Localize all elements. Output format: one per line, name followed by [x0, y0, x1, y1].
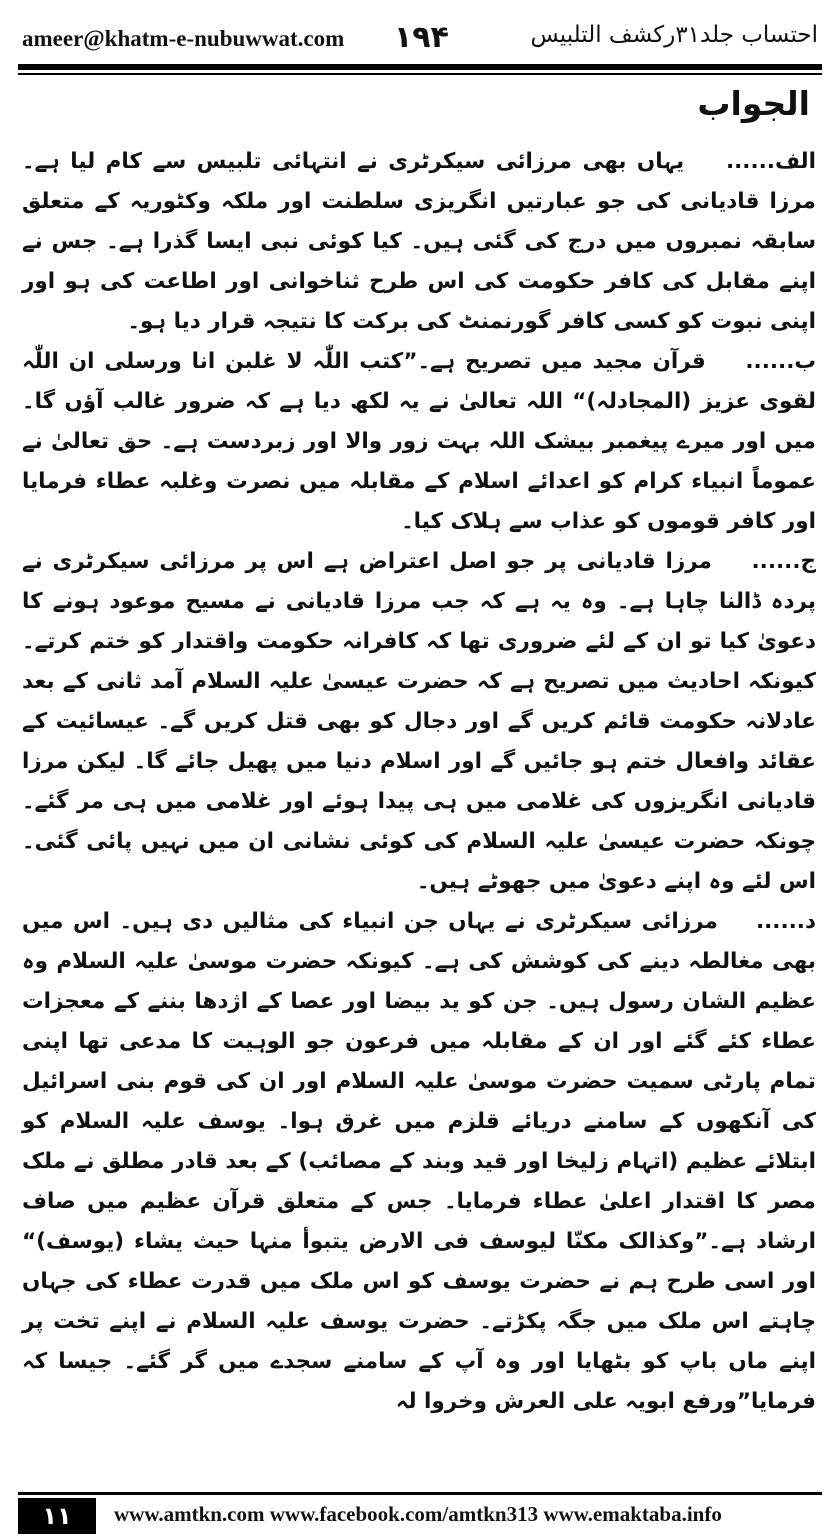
paragraph-text: “ اللہ تعالیٰ نے یہ لکھ دیا ہے کہ ضرور غالب آؤں گا۔ میں اور میرے پیغمبر بیشک اللہ بہت زور والا اور زبردست ہے۔ حق تعالیٰ نے عموماً انبیاء کرام کو اعدائے اسلام کے مقابلہ میں نصرت وغلبہ عطاء فرمایا اور کافر قوموں کو عذاب سے ہلاک کیا۔: [22, 389, 816, 534]
paragraph-text: یہاں بھی مرزائی سیکرٹری نے انتہائی تلبیس سے کام لیا ہے۔ مرزا قادیانی کی جو عبارتیں انگریزی سلطنت اور ملکہ وکٹوریہ کے متعلق سابقہ نمبروں میں درج کی گئی ہیں۔ کیا کوئی نبی ایسا گذرا ہے۔ جس نے اپنے مقابل کی کافر حکومت کی اس طرح ثناخوانی اور اطاعت کی ہو اور اپنی نبوت کو کسی کافر گورنمنٹ کی برکت کا نتیجہ قرار دیا ہو۔: [22, 149, 816, 334]
paragraph-alif: [22, 142, 816, 342]
footer-rule: [18, 1492, 822, 1495]
header-rule-thick: [18, 64, 822, 70]
paragraph-bay: [22, 342, 816, 542]
paragraph-text: مرزا قادیانی پر جو اصل اعتراض ہے اس پر مرزائی سیکرٹری نے پردہ ڈالنا چاہا ہے۔ وہ یہ ہے کہ جب مرزا قادیانی نے مسیح موعود ہونے کا دعویٰ کیا تو ان کے لئے ضروری تھا کہ کافرانہ حکومت واقتدار کو ختم کرتے۔ کیونکہ احادیث میں تصریح ہے کہ حضرت عیسیٰ علیہ السلام آمد ثانی کے بعد عادلانہ حکومت قائم کریں گے اور دجال کو بھی قتل کریں گے۔ عیسائیت کے عقائد وافعال ختم ہو جائیں گے اور اسلام دنیا میں پھیل جائے گا۔ لیکن مرزا قادیانی انگریزوں کی غلامی میں ہی پیدا ہوئے اور غلامی میں ہی مر گئے۔ چونکہ حضرت عیسیٰ علیہ السلام کی کوئی نشانی ان میں نہیں پائی گئی۔ اس لئے وہ اپنے دعویٰ میں جھوٹے ہیں۔: [22, 549, 816, 894]
paragraph-text: مرزائی سیکرٹری نے یہاں جن انبیاء کی مثالیں دی ہیں۔ اس میں بھی مغالطہ دینے کی کوشش کی ہے۔ کیونکہ حضرت موسیٰ علیہ السلام وہ عظیم الشان رسول ہیں۔ جن کو ید بیضا اور عصا کے اژدھا بننے کے معجزات عطاء کئے گئے اور ان کے مقابلہ میں فرعون جو الوہیت کا مدعی تھا اپنی تمام پارٹی سمیت حضرت موسیٰ علیہ السلام اور ان کی قوم بنی اسرائیل کی آنکھوں کے سامنے دریائے قلزم میں غرق ہوا۔ یوسف علیہ السلام کو ابتلائے عظیم (اتہام زلیخا اور قید وبند کے مصائب) کے بعد قادر مطلق نے ملک مصر کا اقتدار اعلیٰ عطاء فرمایا۔ جس کے متعلق قرآن عظیم میں صاف ارشاد ہے۔”: [22, 909, 817, 1254]
paragraph-dal: [22, 902, 816, 1422]
page-header: [18, 14, 822, 64]
header-email: ameer@khatm-e-nubuwwat.com: [22, 26, 345, 51]
paragraph-label: الف......: [725, 149, 816, 174]
quran-quote: ورفع ابویہ علی العرش وخروا لہ: [395, 1389, 737, 1414]
quran-quote: وکذالک مکنّا لیوسف فی الارض یتبوأ منہا حیث یشاء (یوسف): [36, 1229, 695, 1254]
paragraph-text: “ اور اسی طرح ہم نے حضرت یوسف کو اس ملک میں قدرت عطاء کی جہاں چاہتے اس ملک میں جگہ پکڑتے۔ حضرت یوسف علیہ السلام نے اپنے تخت پر اپنے ماں باپ کو بٹھایا اور وہ آپ کے سامنے سجدے میں گر گئے۔ جیسا کہ فرمایا”: [22, 1229, 816, 1414]
paragraph-label: ب......: [745, 349, 816, 374]
book-title: احتساب جلد۳۱رکشف التلبیس: [530, 22, 818, 48]
section-heading: الجواب: [697, 84, 810, 123]
paragraph-jeem: [22, 542, 816, 902]
page-footer: [18, 1498, 822, 1534]
paragraph-label: د......: [755, 909, 816, 934]
footer-links: www.amtkn.com www.facebook.com/amtkn313 www.emaktaba.info: [114, 1502, 722, 1526]
body-text: [22, 142, 816, 1422]
paragraph-text: قرآن مجید میں تصریح ہے۔”: [403, 349, 706, 374]
page-number: ۱۹۴: [394, 20, 449, 55]
header-rule-thin: [18, 73, 822, 75]
footer-page-number: ۱۱: [18, 1498, 96, 1534]
paragraph-label: ج......: [751, 549, 816, 574]
quran-quote: کتب اللّٰہ لا غلبن انا ورسلی ان اللّٰہ لقوی عزیز (المجادلہ): [22, 349, 816, 414]
